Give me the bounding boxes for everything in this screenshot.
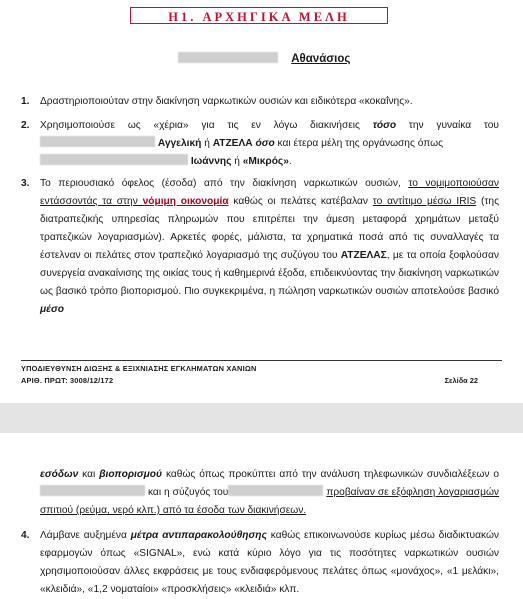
redacted-text bbox=[228, 485, 323, 496]
continued-paragraph bbox=[21, 466, 499, 520]
item-number: 1. bbox=[21, 96, 30, 107]
list-item-1 bbox=[21, 93, 499, 111]
item-text: εσόδων και βιοπορισμού καθώς όπως προκύπτει από την ανάλυση τηλεφωνικών συνδιαλέξεων ο και η σύζυγός του προβαίναν σε εξόφληση λογαριασμών σπιτιού (ρεύμα, νερό κλπ.) από τα έσοδα των διακινήσεων. bbox=[40, 469, 499, 516]
item-text: Δραστηριοποιούταν στην διακίνηση ναρκωτικών ουσιών και ειδικότερα «κοκαΐνης». bbox=[40, 96, 413, 107]
item-text: Λάμβανε αυξημένα μέτρα αντιπαρακολούθησης καθώς επικοινωνούσε κυρίως μέσω διαδικτυακών εφαρμογών όπως «SIGNAL», ενώ κατά κύριο λόγο για τις ποσότητες ναρκωτικών ουσιών χρησιμοποιούσαν άλλες εκφράσεις με τους ενδιαφερόμενους πελάτες όπως «μονάχος», «1 μελάκι», «κλειδιά», «1,2 νοματαίοι» «προσκλήσεις» «κλειδιά» κλπ. bbox=[40, 530, 499, 595]
list-item-2 bbox=[21, 117, 499, 171]
person-name-line bbox=[178, 52, 350, 65]
footer-department: ΥΠΟΔΙΕΥΘΥΝΣΗ ΔΙΩΞΗΣ & ΕΞΙΧΝΙΑΣΗΣ ΕΓΚΛΗΜΑΤΩΝ ΧΑΝΙΩΝ bbox=[21, 364, 257, 373]
redacted-text bbox=[40, 485, 145, 496]
list-item-3 bbox=[21, 175, 499, 319]
section-title: H1. ΑΡΧΗΓΙΚΑ ΜΕΛΗ bbox=[168, 10, 350, 24]
item-number: 3. bbox=[21, 178, 30, 189]
section-header bbox=[130, 7, 388, 24]
footer-divider bbox=[21, 360, 502, 361]
page-number: Σελίδα 22 bbox=[444, 376, 478, 385]
redacted-text bbox=[40, 136, 155, 147]
item-text: Χρησιμοποιούσε ως «χέρια» για τις εν λόγω διακινήσεις τόσο την γυναίκα του Αγγελική ή ΑΤΖΕΛΑ όσο και έτερα μέλη της οργάνωσης όπως Ιωάννης ή «Μικρός». bbox=[40, 120, 499, 167]
list-item-4 bbox=[21, 527, 499, 599]
item-number: 4. bbox=[21, 530, 30, 541]
redacted-surname bbox=[178, 52, 278, 63]
person-first-name: Αθανάσιος bbox=[291, 53, 351, 65]
redacted-text bbox=[40, 154, 188, 165]
item-number: 2. bbox=[21, 120, 30, 131]
item-text: Το περιουσιακό όφελος (έσοδα) από την διακίνηση ναρκωτικών ουσιών, το νομιμοποιούσαν εντάσσοντάς τα στην νόμιμη οικονομία καθώς οι πελάτες κατέβαλαν το αντίτιμο μέσω IRIS (της διατραπεζικής υπηρεσίας πληρωμών που επιτρέπει την άμεση μεταφορά χρημάτων μεταξύ τραπεζικών λογαριασμών). Αρκετές φορές, μάλιστα, τα χρηματικά ποσά από τις συναλλαγές τα έστελναν οι πελάτες στον τραπεζικό λογαριασμό της συζύγου του ΑΤΖΕΛΑΣ, με τα οποία ξοφλούσαν συνεργεία ανακαίνισης της οικίας τους ή καθημερινά έξοδα, επιδεικνύοντας την διακίνηση ναρκωτικών ως βασικό τρόπο βιοπορισμού. Πιο συγκεκριμένα, η πώληση ναρκωτικών ουσιών αποτελούσε βασικό μέσο bbox=[40, 178, 499, 315]
page-break bbox=[0, 403, 523, 433]
footer-protocol-number: ΑΡΙΘ. ΠΡΩΤ: 3008/12/172 bbox=[21, 376, 114, 385]
